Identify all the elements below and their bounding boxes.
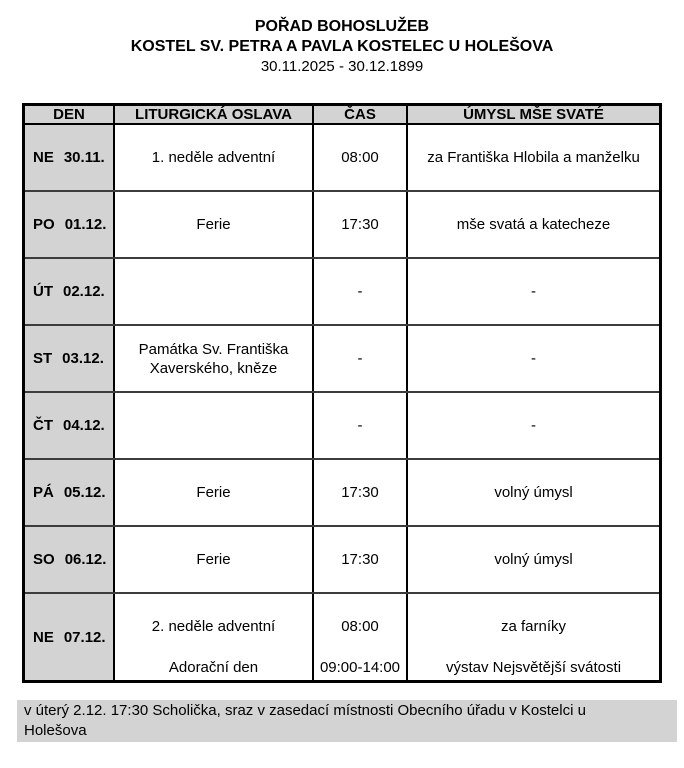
liturgy-cell: Památka Sv. Františka Xaverského, kněze — [113, 326, 312, 391]
time-cell: - — [312, 393, 406, 458]
column-header-liturgy: LITURGICKÁ OSLAVA — [113, 106, 312, 123]
page-subtitle: KOSTEL SV. PETRA A PAVLA KOSTELEC U HOLEŠOVA — [130, 38, 554, 55]
intention-cell: - — [406, 393, 659, 458]
time-cell: 17:30 — [312, 527, 406, 592]
day-code: PÁ — [33, 484, 54, 501]
day-cell — [25, 527, 113, 592]
table-row — [25, 257, 659, 324]
table-row — [25, 190, 659, 257]
day-cell — [25, 460, 113, 525]
intention-cell: volný úmysl — [406, 527, 659, 592]
day-cell — [25, 192, 113, 257]
liturgy-line-1: 2. neděle adventní — [151, 617, 276, 635]
liturgy-cell: Ferie — [113, 192, 312, 257]
column-header-den: DEN — [25, 106, 113, 123]
day-date: 02.12. — [63, 283, 105, 300]
table-row — [25, 458, 659, 525]
day-date: 06.12. — [64, 551, 107, 568]
time-cell: 17:30 — [312, 192, 406, 257]
time-cell: 08:00 — [312, 125, 406, 190]
day-cell — [25, 326, 113, 391]
liturgy-line-2: Adorační den — [168, 659, 259, 676]
day-code: ST — [33, 350, 53, 367]
liturgy-cell: Ferie — [113, 460, 312, 525]
day-code: SO — [33, 551, 55, 568]
intention-cell: - — [406, 326, 659, 391]
footer-note-line-1: v úterý 2.12. 17:30 Scholička, sraz v zasedací místnosti Obecního úřadu v Kostelci u — [24, 702, 586, 719]
day-date: 04.12. — [63, 417, 105, 434]
intention-cell: za Františka Hlobila a manželku — [406, 125, 659, 190]
column-header-time: ČAS — [312, 106, 406, 123]
time-line-2: 09:00-14:00 — [319, 659, 401, 676]
day-cell — [25, 125, 113, 190]
intention-line-1: za farníky — [500, 617, 567, 635]
day-date: 01.12. — [64, 216, 107, 233]
document-header — [0, 0, 684, 77]
date-range: 30.11.2025 - 30.12.1899 — [260, 58, 424, 75]
liturgy-cell — [113, 259, 312, 324]
day-code: ÚT — [33, 283, 53, 300]
day-date: 30.11. — [63, 149, 105, 166]
table-header-row — [25, 106, 659, 123]
column-header-intention: ÚMYSL MŠE SVATÉ — [406, 106, 659, 123]
intention-cell: - — [406, 259, 659, 324]
intention-cell: mše svatá a katecheze — [406, 192, 659, 257]
page-title: POŘAD BOHOSLUŽEB — [254, 18, 430, 35]
table-row — [25, 123, 659, 190]
liturgy-cell: 1. neděle adventní — [113, 125, 312, 190]
time-line-1: 08:00 — [341, 617, 379, 635]
day-code: NE — [33, 149, 54, 166]
liturgy-cell — [113, 594, 312, 680]
time-cell: - — [312, 259, 406, 324]
day-cell — [25, 393, 113, 458]
table-row — [25, 592, 659, 680]
time-cell: - — [312, 326, 406, 391]
table-row — [25, 324, 659, 391]
time-cell: 17:30 — [312, 460, 406, 525]
table-row — [25, 391, 659, 458]
footer-note — [17, 700, 677, 742]
time-cell — [312, 594, 406, 680]
day-code: NE — [33, 628, 54, 646]
table-row — [25, 525, 659, 592]
liturgy-cell — [113, 393, 312, 458]
day-cell — [25, 594, 113, 680]
day-code: PO — [33, 216, 55, 233]
intention-cell — [406, 594, 659, 680]
day-date: 05.12. — [63, 484, 106, 501]
intention-line-2: výstav Nejsvětější svátosti — [445, 659, 622, 676]
day-date: 03.12. — [62, 350, 104, 367]
intention-cell: volný úmysl — [406, 460, 659, 525]
day-cell — [25, 259, 113, 324]
liturgy-cell: Ferie — [113, 527, 312, 592]
schedule-table — [22, 103, 662, 683]
footer-note-line-2: Holešova — [24, 722, 87, 739]
day-date: 07.12. — [63, 628, 106, 646]
day-code: ČT — [33, 417, 53, 434]
